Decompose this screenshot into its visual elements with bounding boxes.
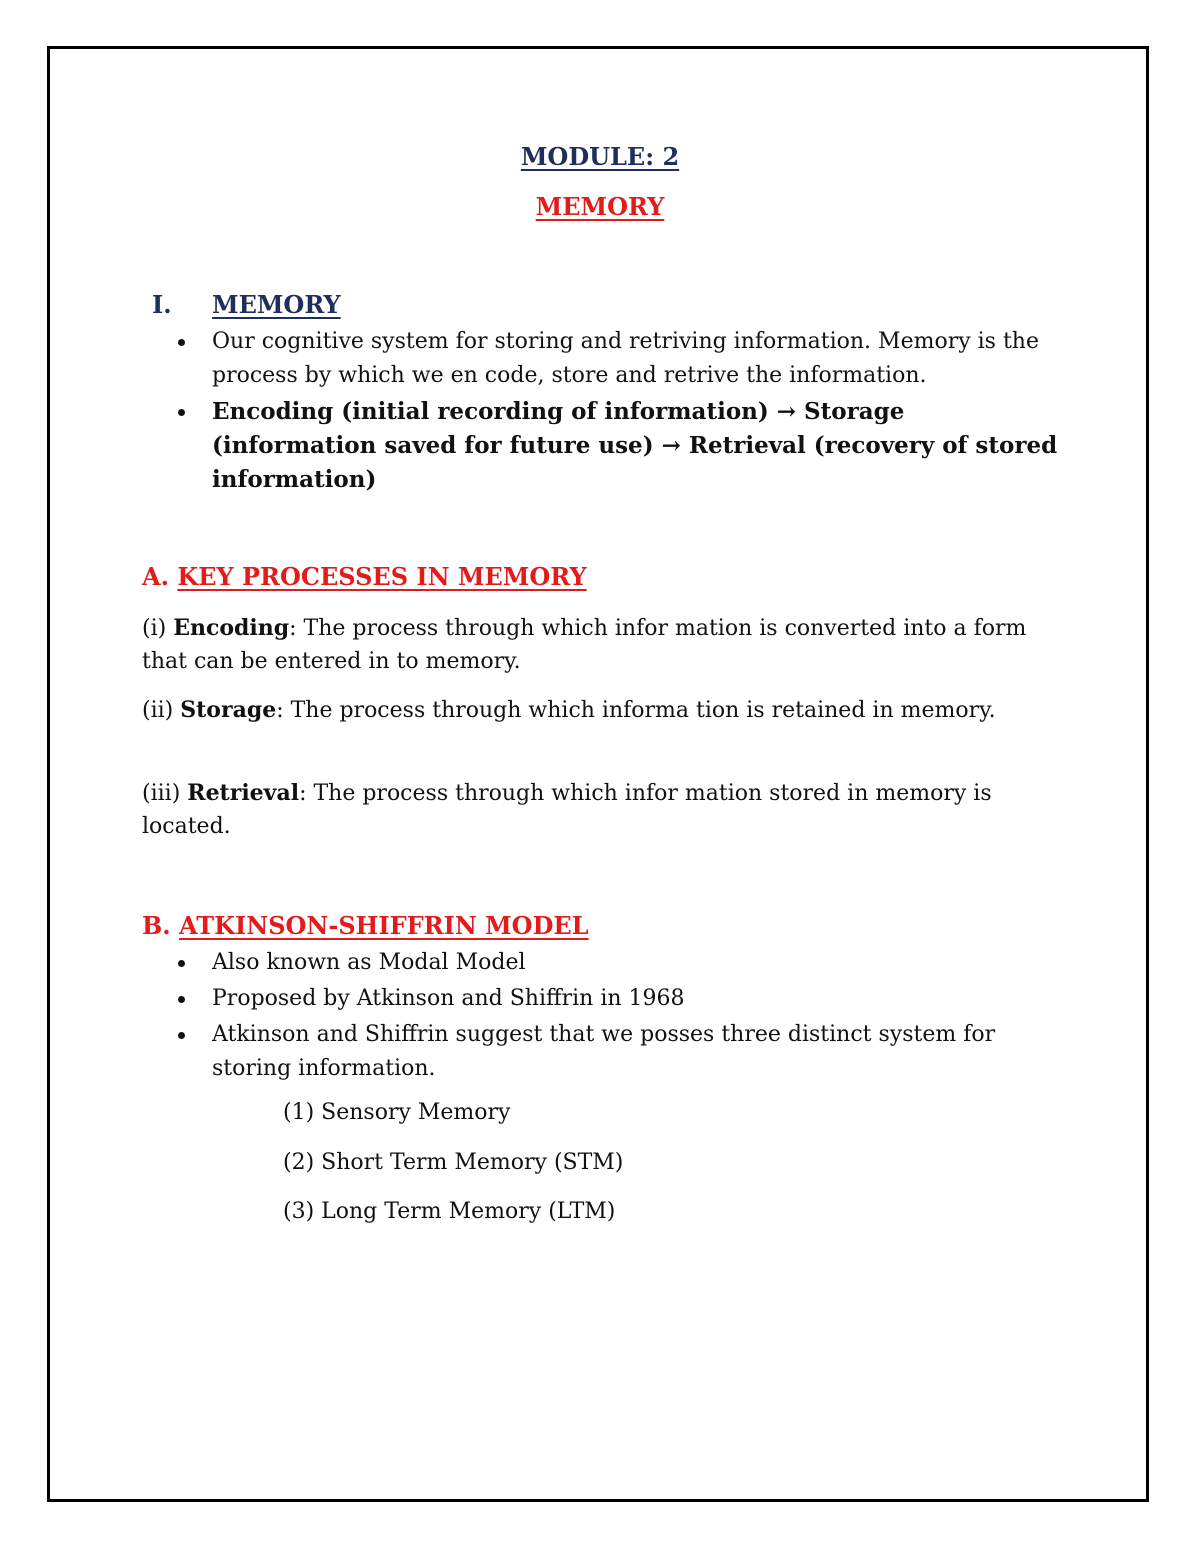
section-b-heading — [142, 911, 589, 940]
section-1-heading — [152, 290, 341, 319]
section-1-bullet-2: Encoding (initial recording of information) → Storage (information saved for future use) → Retrieval (recovery of stored information) — [212, 398, 1058, 493]
memory-system-sensory: (1) Sensory Memory — [283, 1100, 511, 1125]
item-prefix: (i) — [142, 616, 167, 641]
section-b-letter: B. — [142, 911, 171, 940]
item-prefix: (ii) — [142, 698, 174, 723]
key-process-encoding — [142, 612, 1062, 678]
topic-title: MEMORY — [535, 192, 665, 221]
module-title: MODULE: 2 — [520, 142, 680, 171]
item-prefix: (iii) — [142, 781, 181, 806]
key-process-storage — [142, 694, 1062, 727]
section-a-title: KEY PROCESSES IN MEMORY — [177, 562, 587, 591]
item-term: Storage — [180, 697, 277, 723]
memory-system-ltm: (3) Long Term Memory (LTM) — [283, 1199, 616, 1224]
item-text: : The process through which infor mation is converted into a form that can be entered in to memory. — [142, 616, 1027, 674]
item-text: : The process through which informa tion is retained in memory. — [276, 698, 996, 723]
item-term: Encoding — [173, 615, 290, 641]
section-1-title: MEMORY — [212, 290, 341, 319]
item-text: : The process through which infor mation stored in memory is located. — [142, 781, 992, 839]
section-b-bullet-3: Atkinson and Shiffrin suggest that we posses three distinct system for storing information. — [212, 1022, 996, 1081]
section-1-bullet-1: Our cognitive system for storing and retriving information. Memory is the process by which we en code, store and retrive the information. — [212, 329, 1039, 388]
section-b-title: ATKINSON-SHIFFRIN MODEL — [179, 911, 589, 940]
key-process-retrieval — [142, 777, 1062, 843]
item-term: Retrieval — [187, 780, 300, 806]
section-a-heading — [142, 562, 587, 591]
section-b-bullet-1: Also known as Modal Model — [212, 950, 526, 975]
page-border — [47, 46, 1149, 1502]
memory-system-stm: (2) Short Term Memory (STM) — [283, 1150, 624, 1175]
section-b-bullet-2: Proposed by Atkinson and Shiffrin in 1968 — [212, 986, 685, 1011]
section-a-letter: A. — [142, 562, 169, 591]
section-1-number: I. — [152, 290, 172, 319]
